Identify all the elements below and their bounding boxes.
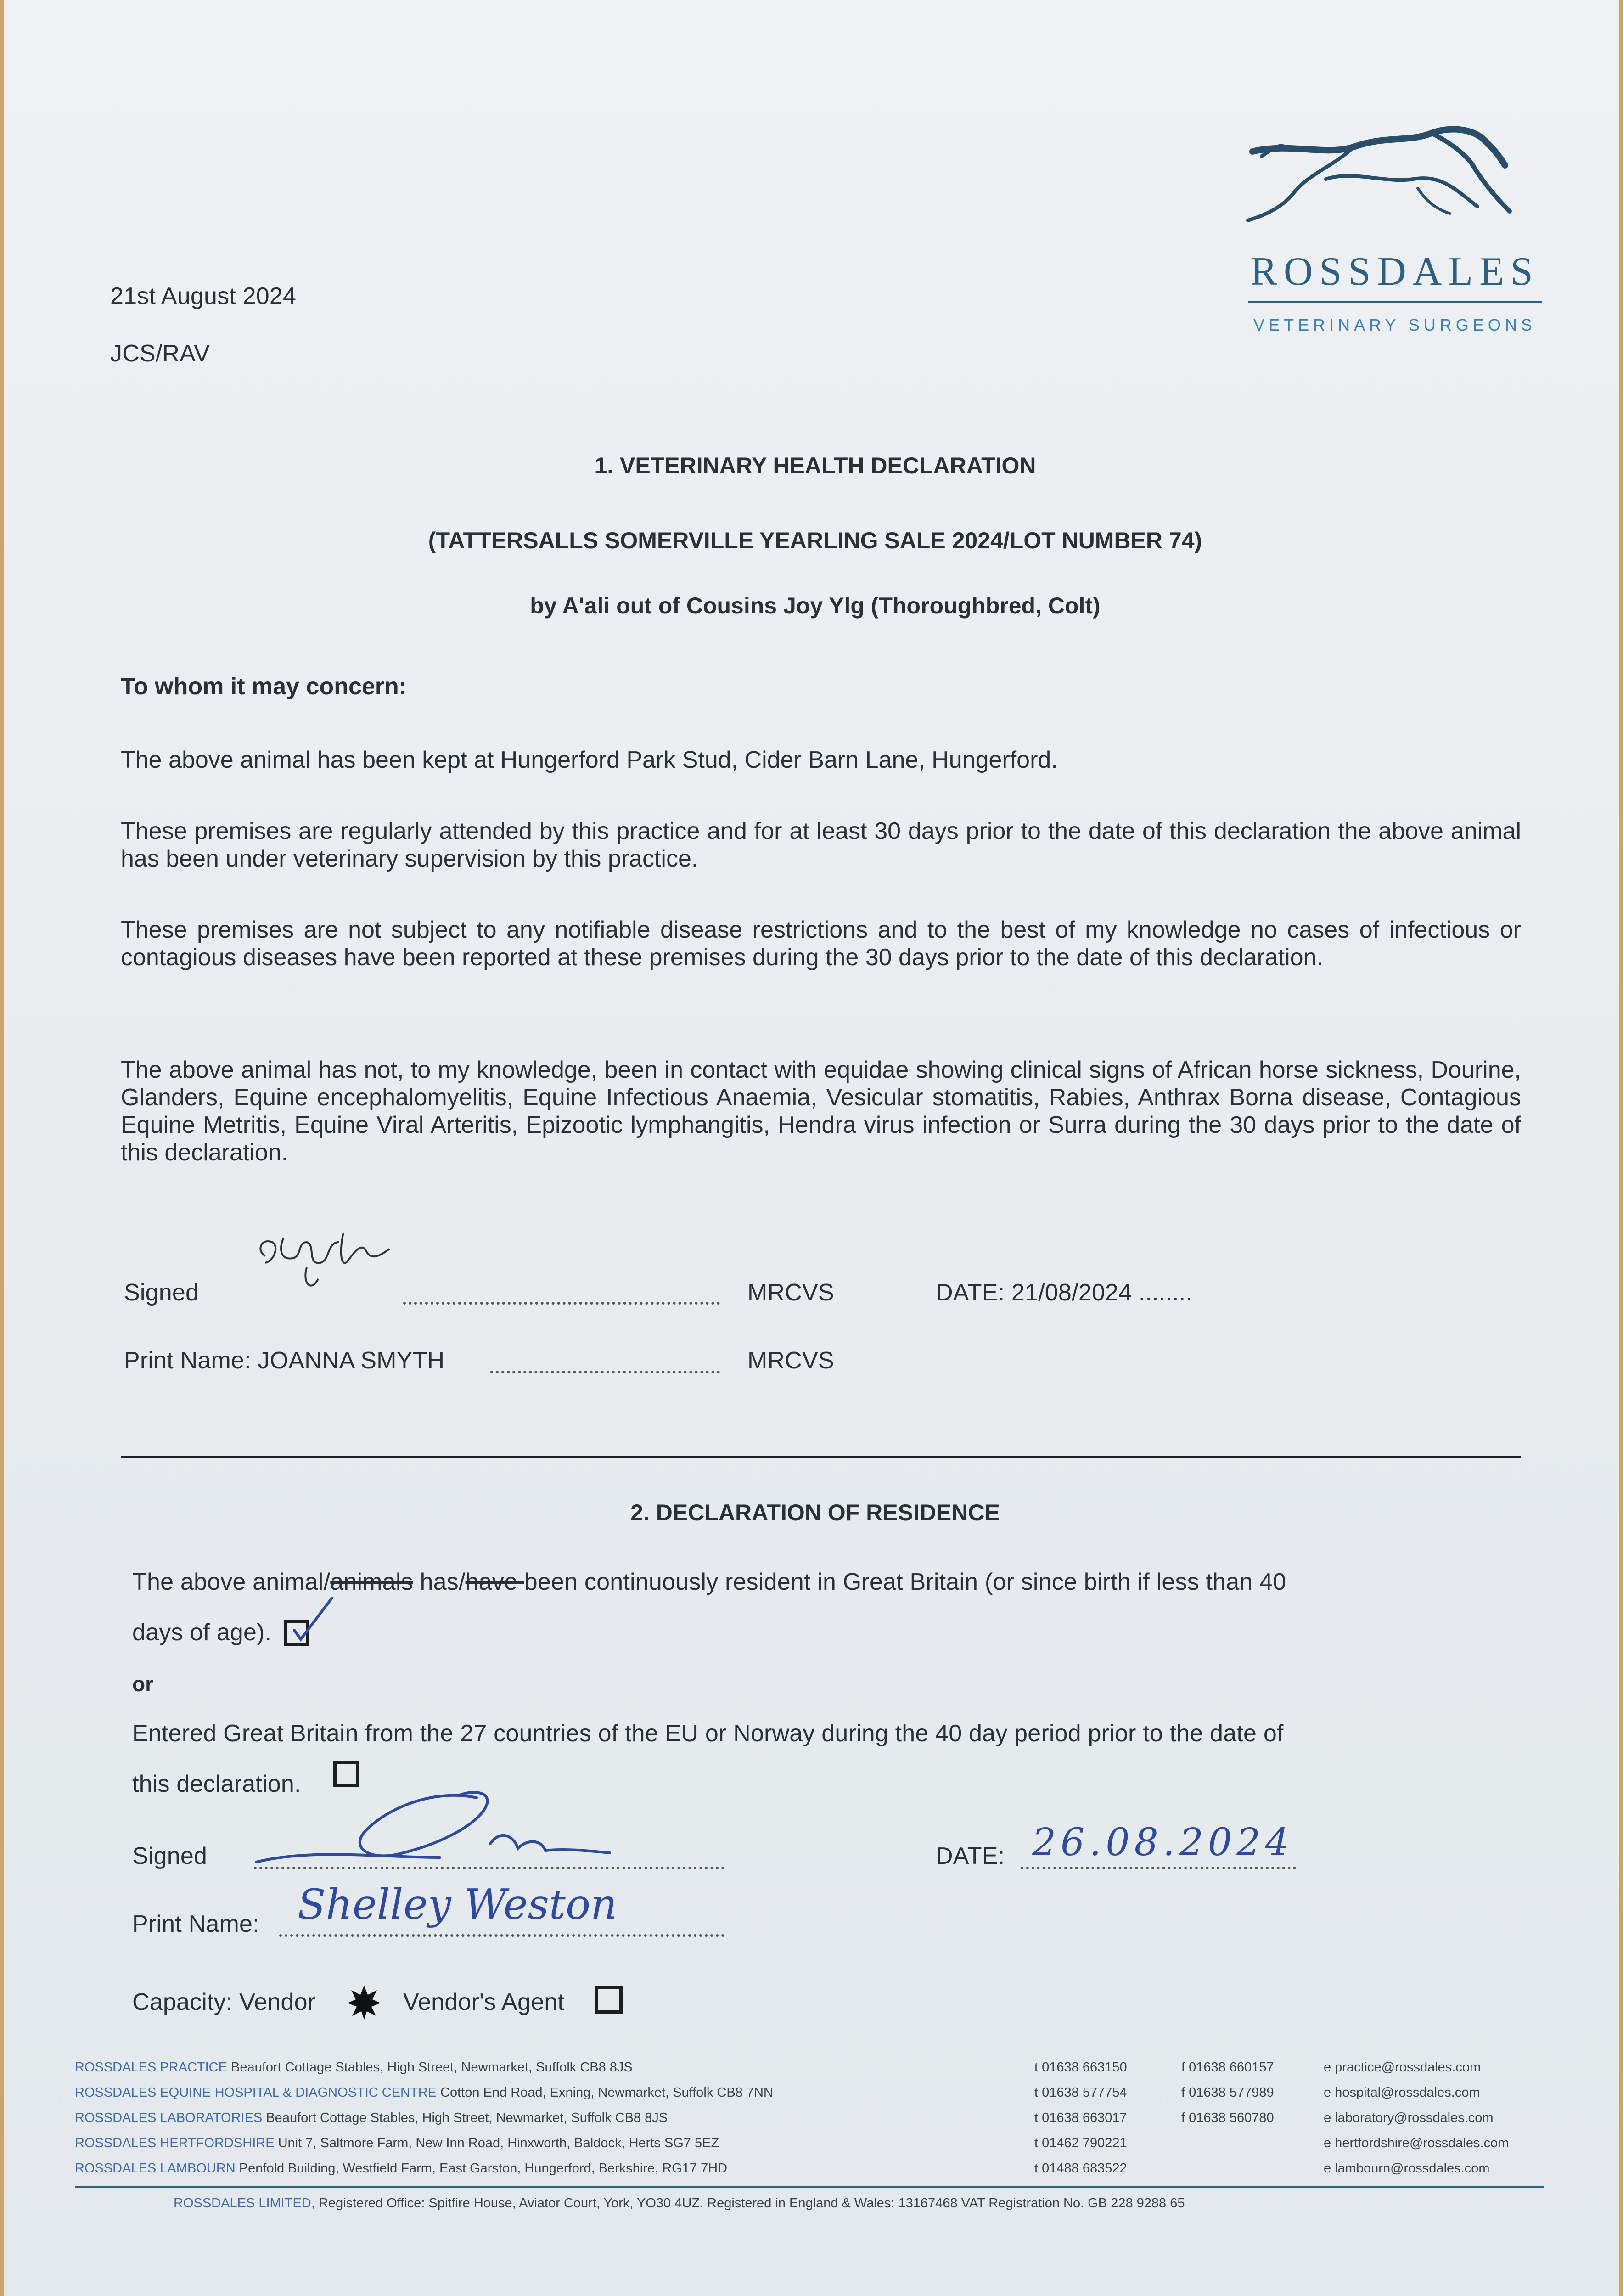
paragraph-diseases: The above animal has not, to my knowledge, been in contact with equidae showing clinical signs of African horse sickness, Dourine, Glanders, Equine encephalomyelitis, Equine Infectious Anaemia, Vesicular stomatitis, Rabies, Anthrax Borna disease, Contagious Equine Metritis, Equine Viral Arteritis, Epizootic lymphangitis, Hendra virus infection or Surra during the 30 days prior to the date of this declaration. — [121, 1057, 1521, 1166]
print-name-line — [490, 1371, 720, 1373]
checkmark-icon — [286, 1593, 337, 1649]
footer-phone-2: t 01638 577754 — [1034, 2085, 1127, 2100]
footer-email-2[interactable]: e hospital@rossdales.com — [1324, 2085, 1480, 2100]
signature-line — [403, 1302, 720, 1305]
section-divider — [121, 1456, 1521, 1458]
footer-fax-3: f 01638 560780 — [1181, 2110, 1274, 2125]
or-label: or — [132, 1672, 153, 1696]
footer-company: ROSSDALES LIMITED, Registered Office: Spitfire House, Aviator Court, York, YO30 4UZ. Registered in England & Wales: 13167468 VAT Registration No. GB 228 9288 65 — [174, 2196, 1185, 2211]
mrcvs-label-2: MRCVS — [747, 1347, 834, 1374]
paragraph-premises: The above animal has been kept at Hungerford Park Stud, Cider Barn Lane, Hungerford. — [121, 747, 1058, 773]
footer-email-1[interactable]: e practice@rossdales.com — [1324, 2060, 1481, 2075]
footer-fax-1: f 01638 660157 — [1181, 2060, 1274, 2075]
footer-office-4: ROSSDALES HERTFORDSHIRE Unit 7, Saltmore Farm, New Inn Road, Hinxworth, Baldock, Herts SG7 5EZ — [75, 2136, 719, 2150]
mrcvs-label: MRCVS — [747, 1279, 834, 1306]
vendor-date-label: DATE: — [936, 1843, 1005, 1869]
section1-heading: 1. VETERINARY HEALTH DECLARATION — [594, 453, 1036, 478]
footer-email-3[interactable]: e laboratory@rossdales.com — [1324, 2110, 1494, 2125]
salutation: To whom it may concern: — [121, 673, 407, 700]
vendor-agent-checkbox[interactable] — [595, 1986, 623, 2014]
residence-option-2: Entered Great Britain from the 27 countries of the EU or Norway during the 40 day period prior to the date of — [132, 1720, 1284, 1747]
residence-option-1-line2: days of age). — [132, 1619, 272, 1646]
vendor-print-name-value: Shelley Weston — [298, 1880, 618, 1929]
vendor-print-name-label: Print Name: — [132, 1911, 259, 1937]
section2-heading: 2. DECLARATION OF RESIDENCE — [630, 1500, 1000, 1525]
residence-option-2-line2: this declaration. — [132, 1771, 301, 1797]
footer-email-5[interactable]: e lambourn@rossdales.com — [1324, 2161, 1490, 2176]
paragraph-restrictions: These premises are not subject to any notifiable disease restrictions and to the best of my knowledge no cases of infectious or contagious diseases have been reported at these premises during the 30 days prior to the date of this declaration. — [121, 917, 1521, 971]
footer-phone-1: t 01638 663150 — [1034, 2060, 1127, 2075]
vet-print-name: Print Name: JOANNA SMYTH — [124, 1347, 445, 1374]
vendor-date-line — [1021, 1867, 1296, 1869]
capacity-agent-label: Vendor's Agent — [403, 1989, 565, 2015]
document-page — [4, 0, 1619, 2296]
footer-office-2: ROSSDALES EQUINE HOSPITAL & DIAGNOSTIC CENTRE Cotton End Road, Exning, Newmarket, Suffolk CB8 7NN — [75, 2085, 773, 2100]
residence-option-1: The above animal/animals has/have been continuously resident in Great Britain (or since birth if less than 40 — [132, 1569, 1286, 1595]
vet-date: DATE: 21/08/2024 ........ — [936, 1279, 1192, 1306]
vendor-selected-mark-icon[interactable] — [346, 1984, 382, 2020]
vendor-print-name-line — [279, 1934, 724, 1937]
footer-phone-5: t 01488 683522 — [1034, 2161, 1127, 2176]
footer-office-3: ROSSDALES LABORATORIES Beaufort Cottage Stables, High Street, Newmarket, Suffolk CB8 8JS — [75, 2110, 668, 2125]
footer-phone-4: t 01462 790221 — [1034, 2136, 1127, 2150]
vendor-date-value: 26.08.2024 — [1032, 1821, 1294, 1864]
vendor-signed-label: Signed — [132, 1843, 208, 1869]
svg-text:ROSSDALES: ROSSDALES — [1250, 249, 1539, 294]
footer-phone-3: t 01638 663017 — [1034, 2110, 1127, 2125]
letter-date: 21st August 2024 — [110, 283, 297, 310]
footer-fax-2: f 01638 577989 — [1181, 2085, 1274, 2100]
svg-text:VETERINARY SURGEONS: VETERINARY SURGEONS — [1253, 315, 1536, 334]
footer-office-5: ROSSDALES LAMBOURN Penfold Building, Westfield Farm, East Garston, Hungerford, Berkshire, RG17 7HD — [75, 2161, 728, 2176]
letter-reference: JCS/RAV — [110, 340, 210, 367]
vendor-signature-icon — [242, 1770, 702, 1876]
footer-email-4[interactable]: e hertfordshire@rossdales.com — [1324, 2136, 1509, 2150]
capacity-vendor-label: Capacity: Vendor — [132, 1989, 316, 2015]
vet-signature-icon — [252, 1224, 408, 1302]
signed-label: Signed — [124, 1279, 199, 1306]
horse-title: by A'ali out of Cousins Joy Ylg (Thoroughbred, Colt) — [530, 593, 1101, 619]
footer-office-1: ROSSDALES PRACTICE Beaufort Cottage Stables, High Street, Newmarket, Suffolk CB8 8JS — [75, 2060, 633, 2075]
sale-title: (TATTERSALLS SOMERVILLE YEARLING SALE 2024/LOT NUMBER 74) — [428, 528, 1202, 553]
paragraph-supervision: These premises are regularly attended by this practice and for at least 30 days prior to the date of this declaration the above animal has been under veterinary supervision by this practice. — [121, 818, 1521, 872]
brand-logo-text — [1239, 248, 1551, 340]
footer-rule — [75, 2186, 1544, 2188]
